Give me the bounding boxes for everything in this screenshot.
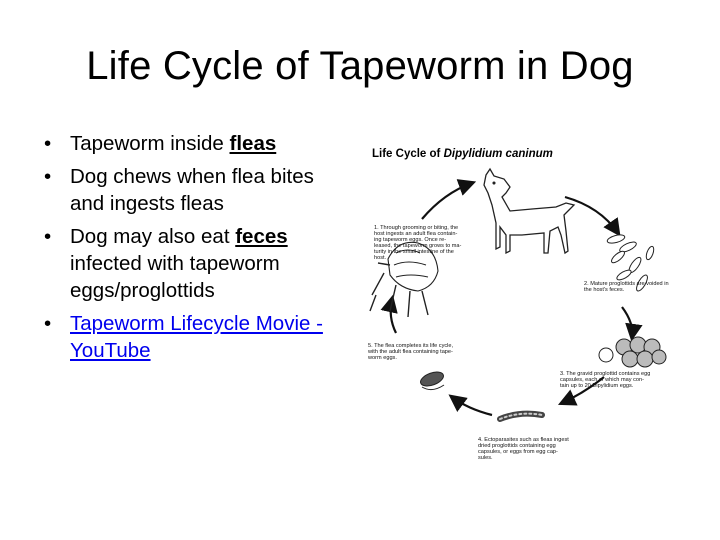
dog-illustration [484, 169, 574, 253]
life-cycle-diagram [360, 135, 700, 475]
step-5-text: 5. The flea completes its life cycle, with the adult flea containing tape- worm eggs. [368, 343, 454, 361]
step-4-text: 4. Ectoparasites such as fleas ingest dried proglottids containing egg capsules, or eggs from egg cap- sules. [478, 437, 569, 461]
bullet-item: • Tapeworm inside fleas [44, 132, 277, 155]
cycle-arrow [452, 397, 492, 415]
egg-capsule-illustration [599, 337, 666, 367]
larva-illustration [500, 414, 542, 419]
bullet-dot: • [44, 312, 52, 335]
bullet-item: • Dog may also eat feces infected with tapeworm eggs/proglottids [44, 225, 288, 302]
cycle-arrow [422, 183, 472, 219]
bullet-emphasis: feces [235, 225, 288, 248]
bullet-item: • Dog chews when flea bites and ingests fleas [44, 165, 314, 215]
bullet-item [44, 310, 344, 364]
bullet-dot: • [44, 225, 52, 248]
step-2-text: 2. Mature proglottids are voided in the host's feces. [584, 281, 669, 293]
youtube-link[interactable]: Tapeworm Lifecycle Movie - YouTube [70, 312, 323, 362]
cycle-arrow [622, 307, 632, 337]
pupa-illustration [419, 369, 446, 389]
cycle-arrow [565, 197, 618, 233]
step-3-text: 3. The gravid proglottid contains egg capsules, each of which may con- tain up to 20 Dipylidium eggs. [560, 371, 651, 389]
bullet-dot: • [44, 132, 52, 155]
diagram-title: Life Cycle of Dipylidium caninum [372, 148, 553, 160]
bullet-dot: • [44, 165, 52, 188]
slide-title: Life Cycle of Tapeworm in Dog [86, 44, 634, 88]
bullet-list [44, 130, 344, 370]
step-1-text: 1. Through grooming or biting, the host ingests an adult flea contain- ing tapeworm eggs. Once re- leased, the tapeworm grows to ma- turity in the small intestine of the host. [374, 225, 462, 261]
bullet-emphasis: fleas [229, 132, 277, 155]
